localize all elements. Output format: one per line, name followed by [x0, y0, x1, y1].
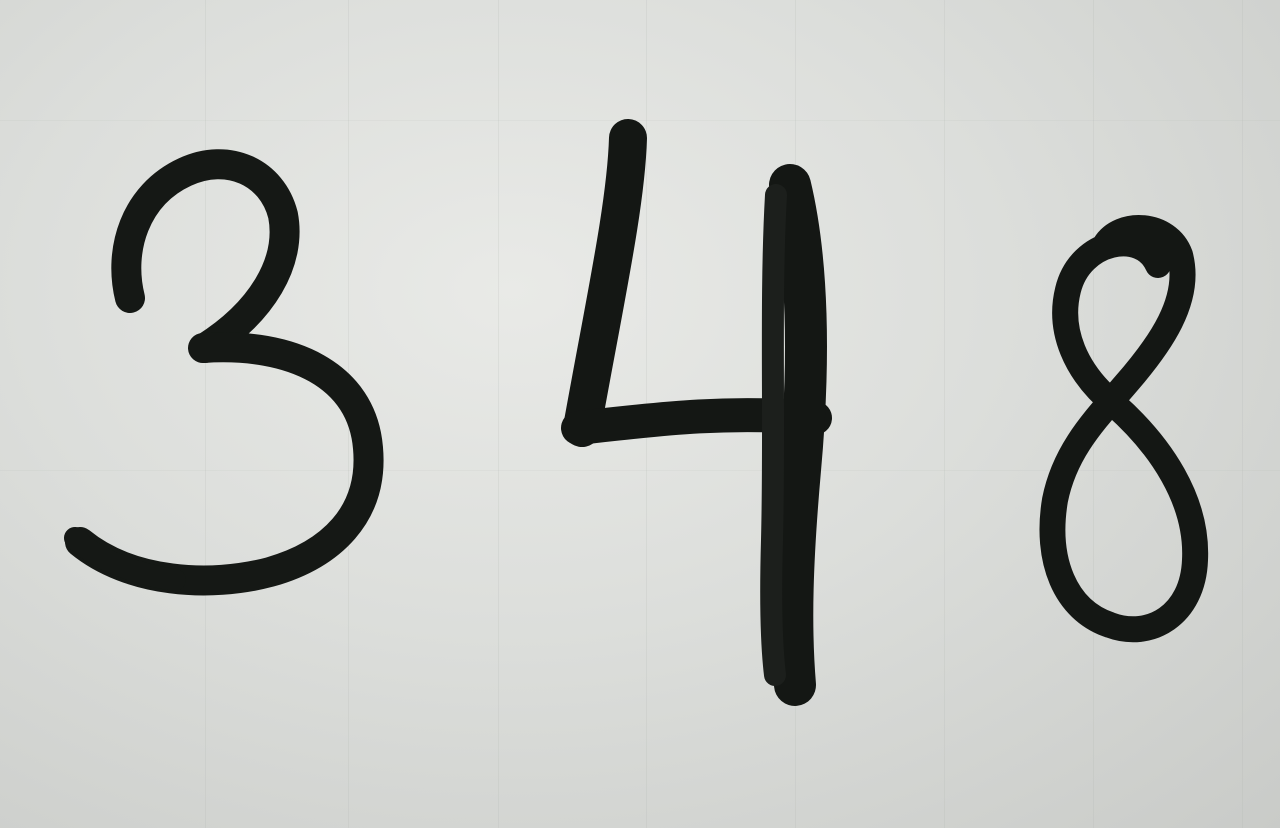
digit-4-left-stroke	[582, 138, 628, 428]
digit-4	[578, 138, 815, 685]
digit-4-vertical-stroke	[790, 185, 806, 685]
digit-3-tail-stroke	[75, 538, 175, 580]
digit-3-upper-stroke	[126, 164, 284, 348]
digit-4-vertical-stroke-overlap	[771, 195, 776, 675]
digit-8-loop-stroke	[1052, 228, 1195, 629]
digit-8	[1052, 228, 1195, 629]
digit-3	[75, 164, 369, 580]
digit-3-lower-stroke	[80, 347, 369, 580]
